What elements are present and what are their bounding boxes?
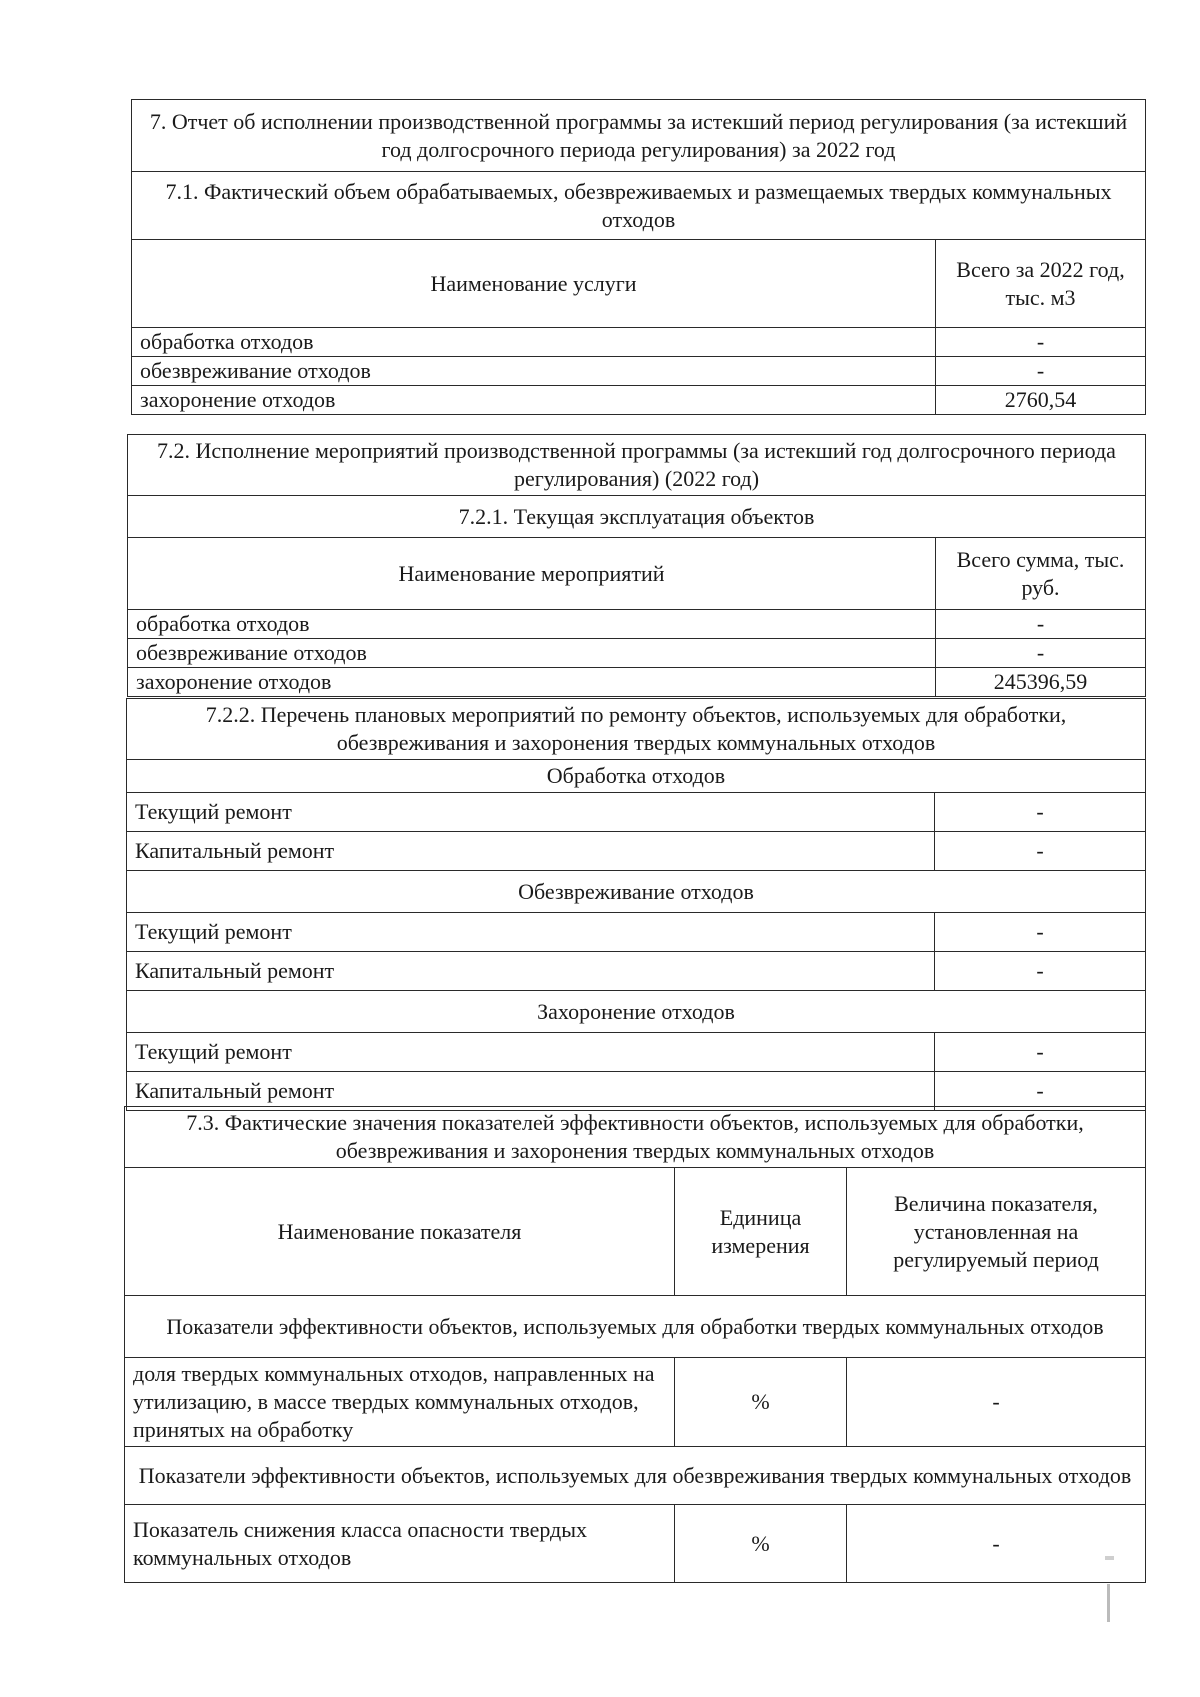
group-title-processing: Обработка отходов (127, 760, 1146, 793)
repair-name: Текущий ремонт (127, 913, 935, 952)
service-value: - (936, 328, 1146, 357)
indicator-value: - (847, 1505, 1146, 1583)
table-row (128, 639, 1146, 668)
table-row (128, 610, 1146, 639)
report-table-section-7-2-2 (126, 698, 1146, 1111)
scan-mark (1105, 1556, 1114, 1560)
column-header-indicator-value: Величина показателя, установленная на регулируемый период (847, 1168, 1146, 1296)
report-table-section-7-3 (124, 1106, 1146, 1583)
activity-name: обезвреживание отходов (128, 639, 936, 668)
column-header-activity-name: Наименование мероприятий (128, 538, 936, 610)
repair-name: Текущий ремонт (127, 1033, 935, 1072)
repair-name: Капитальный ремонт (127, 952, 935, 991)
section-7-3-title: 7.3. Фактические значения показателей эффективности объектов, используемых для обработки, обезвреживания и захоронения твердых коммунальных отходов (125, 1107, 1146, 1168)
section-7-title: 7. Отчет об исполнении производственной программы за истекший период регулирования (за истекший год долгосрочного периода регулирования) за 2022 год (132, 100, 1146, 172)
indicator-value: - (847, 1358, 1146, 1447)
column-header-total-volume: Всего за 2022 год, тыс. м3 (936, 240, 1146, 328)
section-7-2-2-title: 7.2.2. Перечень плановых мероприятий по ремонту объектов, используемых для обработки, обезвреживания и захоронения твердых коммунальных отходов (127, 699, 1146, 760)
repair-value: - (935, 1033, 1146, 1072)
column-header-unit: Единица измерения (675, 1168, 847, 1296)
section-7-2-1-title: 7.2.1. Текущая эксплуатация объектов (128, 496, 1146, 538)
group-title-neutralization: Обезвреживание отходов (127, 871, 1146, 913)
repair-value: - (935, 952, 1146, 991)
indicator-name: Показатель снижения класса опасности твердых коммунальных отходов (125, 1505, 675, 1583)
table-row (132, 328, 1146, 357)
activity-value: - (936, 639, 1146, 668)
service-name: захоронение отходов (132, 386, 936, 415)
group-title-neutralization-efficiency: Показатели эффективности объектов, используемых для обезвреживания твердых коммунальных отходов (125, 1447, 1146, 1505)
section-7-2-title: 7.2. Исполнение мероприятий производственной программы (за истекший год долгосрочного периода регулирования) (2022 год) (128, 435, 1146, 496)
column-header-service-name: Наименование услуги (132, 240, 936, 328)
table-row (128, 668, 1146, 697)
indicator-name: доля твердых коммунальных отходов, направленных на утилизацию, в массе твердых коммунальных отходов, принятых на обработку (125, 1358, 675, 1447)
repair-value: - (935, 793, 1146, 832)
indicator-unit: % (675, 1505, 847, 1583)
report-table-section-7-2-1 (127, 434, 1146, 697)
group-title-burial: Захоронение отходов (127, 991, 1146, 1033)
service-value: 2760,54 (936, 386, 1146, 415)
table-row (127, 1033, 1146, 1072)
repair-value: - (935, 832, 1146, 871)
repair-value: - (935, 1072, 1146, 1111)
repair-name: Капитальный ремонт (127, 1072, 935, 1111)
repair-value: - (935, 913, 1146, 952)
activity-name: захоронение отходов (128, 668, 936, 697)
service-name: обезвреживание отходов (132, 357, 936, 386)
report-table-section-7-1 (131, 99, 1146, 415)
section-7-1-title: 7.1. Фактический объем обрабатываемых, обезвреживаемых и размещаемых твердых коммунальных отходов (132, 172, 1146, 240)
table-row (127, 832, 1146, 871)
repair-name: Капитальный ремонт (127, 832, 935, 871)
column-header-total-sum: Всего сумма, тыс. руб. (936, 538, 1146, 610)
activity-value: - (936, 610, 1146, 639)
table-row (127, 952, 1146, 991)
repair-name: Текущий ремонт (127, 793, 935, 832)
table-row (132, 357, 1146, 386)
service-value: - (936, 357, 1146, 386)
indicator-unit: % (675, 1358, 847, 1447)
activity-value: 245396,59 (936, 668, 1146, 697)
table-row (125, 1358, 1146, 1447)
activity-name: обработка отходов (128, 610, 936, 639)
table-row (127, 913, 1146, 952)
service-name: обработка отходов (132, 328, 936, 357)
group-title-processing-efficiency: Показатели эффективности объектов, используемых для обработки твердых коммунальных отходов (125, 1296, 1146, 1358)
column-header-indicator-name: Наименование показателя (125, 1168, 675, 1296)
table-row (125, 1505, 1146, 1583)
table-row (127, 1072, 1146, 1111)
table-row (127, 793, 1146, 832)
table-row (132, 386, 1146, 415)
scan-mark (1107, 1584, 1110, 1622)
